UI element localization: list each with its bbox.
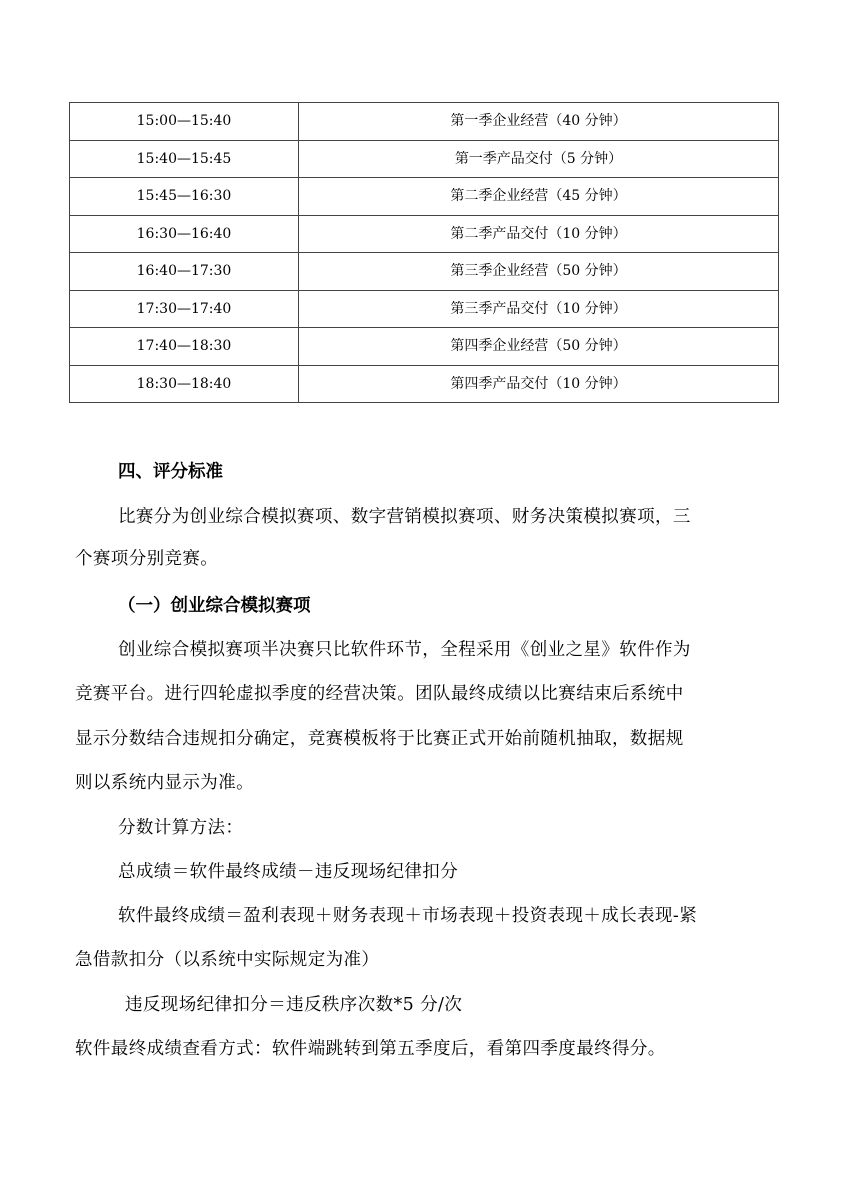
table-row [70,328,779,366]
paragraph-line: 个赛项分别竞赛。 [75,549,219,569]
section-heading: 四、评分标准 [118,462,223,482]
table-row [70,215,779,253]
time-cell: 16:40—17:30 [70,253,299,291]
formula-software-line: 软件最终成绩＝盈利表现＋财务表现＋市场表现＋投资表现＋成长表现-紧 [118,906,698,926]
formula-total: 总成绩＝软件最终成绩－违反现场纪律扣分 [118,862,459,882]
table-row [70,365,779,403]
activity-cell: 第二季企业经营（45 分钟） [299,178,779,216]
paragraph-line: 显示分数结合违规扣分确定，竞赛模板将于比赛正式开始前随机抽取，数据规 [75,729,684,749]
paragraph-line: 比赛分为创业综合模拟赛项、数字营销模拟赛项、财务决策模拟赛项，三 [118,507,691,527]
paragraph-line: 创业综合模拟赛项半决赛只比软件环节，全程采用《创业之星》软件作为 [118,640,691,660]
time-cell: 17:30—17:40 [70,290,299,328]
table-row [70,140,779,178]
time-cell: 18:30—18:40 [70,365,299,403]
formula-penalty: 违反现场纪律扣分＝违反秩序次数*5 分/次 [125,995,463,1015]
time-cell: 15:45—16:30 [70,178,299,216]
activity-cell: 第四季产品交付（10 分钟） [299,365,779,403]
time-cell: 16:30—16:40 [70,215,299,253]
activity-cell: 第一季企业经营（40 分钟） [299,103,779,141]
table-row [70,178,779,216]
formula-software-line: 急借款扣分（以系统中实际规定为准） [75,950,380,970]
subsection-heading: （一）创业综合模拟赛项 [118,596,311,616]
time-cell: 15:00—15:40 [70,103,299,141]
paragraph-line: 则以系统内显示为准。 [75,773,254,793]
activity-cell: 第四季企业经营（50 分钟） [299,328,779,366]
time-cell: 15:40—15:45 [70,140,299,178]
table-row [70,103,779,141]
activity-cell: 第二季产品交付（10 分钟） [299,215,779,253]
activity-cell: 第三季产品交付（10 分钟） [299,290,779,328]
table-row [70,290,779,328]
calc-method-title: 分数计算方法： [118,818,244,838]
paragraph-line: 竞赛平台。进行四轮虚拟季度的经营决策。团队最终成绩以比赛结束后系统中 [75,684,684,704]
view-method: 软件最终成绩查看方式：软件端跳转到第五季度后，看第四季度最终得分。 [75,1039,666,1059]
schedule-table [69,102,779,403]
table-row [70,253,779,291]
time-cell: 17:40—18:30 [70,328,299,366]
activity-cell: 第一季产品交付（5 分钟） [299,140,779,178]
activity-cell: 第三季企业经营（50 分钟） [299,253,779,291]
